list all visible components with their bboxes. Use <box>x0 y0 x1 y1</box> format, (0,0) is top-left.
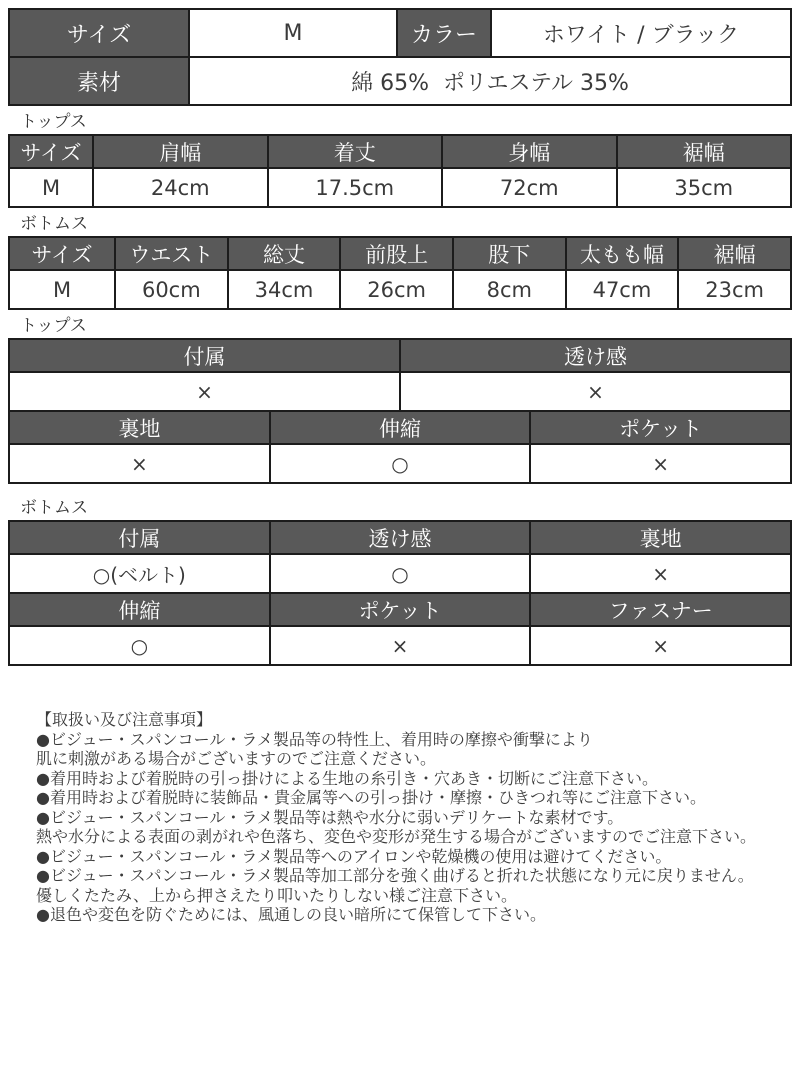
tops-size-value-row <box>9 168 791 207</box>
tops-features-table-row1 <box>8 338 792 412</box>
size-value-cell: M <box>189 9 397 57</box>
header-cell-lining: 裏地 <box>9 411 270 444</box>
header-cell-stretch: 伸縮 <box>270 411 531 444</box>
header-cell-totallength: 総丈 <box>228 237 341 270</box>
color-value-cell: ホワイト / ブラック <box>491 9 791 57</box>
header-cell-size: サイズ <box>9 135 93 168</box>
material-value-cell: 綿 65% ポリエステル 35% <box>189 57 791 105</box>
bottoms-features-value-row2 <box>9 626 791 665</box>
care-line: ●ビジュー・スパンコール・ラメ製品等へのアイロンや乾燥機の使用は避けてください。 <box>36 846 672 866</box>
bottoms-features-header-row1 <box>9 521 791 554</box>
tops-size-header-row <box>9 135 791 168</box>
value-cell: ○ <box>270 444 531 483</box>
value-cell: × <box>530 626 791 665</box>
value-cell: 72cm <box>442 168 617 207</box>
care-line: 熱や水分による表面の剥がれや色落ち、変色や変形が発生する場合がございますのでご注意下さい。 <box>36 827 757 846</box>
care-notes <box>36 710 762 925</box>
bottoms-size-table <box>8 236 792 310</box>
value-cell: 24cm <box>93 168 268 207</box>
tops-size-table <box>8 134 792 208</box>
bottoms-features-value-row1 <box>9 554 791 593</box>
bottoms-size-header-row <box>9 237 791 270</box>
value-cell: × <box>400 372 791 411</box>
header-cell-pocket: ポケット <box>530 411 791 444</box>
value-cell: 23cm <box>678 270 791 309</box>
header-cell-thigh: 太もも幅 <box>566 237 679 270</box>
header-cell-zipper: ファスナー <box>530 593 791 626</box>
bottoms-size-value-row <box>9 270 791 309</box>
value-cell: × <box>530 444 791 483</box>
section-label-bottoms-size: ボトムス <box>20 214 88 234</box>
value-cell: 26cm <box>340 270 453 309</box>
header-cell-pocket: ポケット <box>270 593 531 626</box>
bottoms-features-header-row2 <box>9 593 791 626</box>
header-cell-hemwidth: 裾幅 <box>617 135 792 168</box>
value-cell: M <box>9 270 115 309</box>
bottoms-features-table-row2 <box>8 592 792 666</box>
care-line: ●ビジュー・スパンコール・ラメ製品等の特性上、着用時の摩擦や衝撃により <box>36 729 593 749</box>
value-cell: 35cm <box>617 168 792 207</box>
header-cell-shoulder: 肩幅 <box>93 135 268 168</box>
value-cell: × <box>530 554 791 593</box>
care-line: ●ビジュー・スパンコール・ラメ製品等は熱や水分に弱いデリケートな素材です。 <box>36 807 624 827</box>
header-cell-inseam: 股下 <box>453 237 566 270</box>
value-cell: 47cm <box>566 270 679 309</box>
header-cell-size: サイズ <box>9 237 115 270</box>
material-label-cell: 素材 <box>9 57 189 105</box>
section-label-tops-features: トップス <box>20 316 87 336</box>
care-line: ●ビジュー・スパンコール・ラメ製品等加工部分を強く曲げると折れた状態になり元に戻りません。 <box>36 866 754 885</box>
header-cell-stretch: 伸縮 <box>9 593 270 626</box>
care-line: ●着用時および着脱時の引っ掛けによる生地の糸引き・穴あき・切断にご注意下さい。 <box>36 768 658 788</box>
tops-features-header-row1 <box>9 339 791 372</box>
value-cell: 17.5cm <box>268 168 443 207</box>
header-cell-bodywidth: 身幅 <box>442 135 617 168</box>
header-cell-waist: ウエスト <box>115 237 228 270</box>
section-label-tops-size: トップス <box>20 112 87 132</box>
tops-features-value-row2 <box>9 444 791 483</box>
care-line: 肌に刺激がある場合がございますのでご注意ください。 <box>36 749 437 768</box>
header-cell-lining: 裏地 <box>530 521 791 554</box>
value-cell: 60cm <box>115 270 228 309</box>
value-cell: × <box>9 372 400 411</box>
value-cell: ○ <box>270 554 531 593</box>
size-label-cell: サイズ <box>9 9 189 57</box>
value-cell: × <box>9 444 270 483</box>
spec-row-material <box>9 57 791 105</box>
value-cell: ○ <box>9 626 270 665</box>
header-cell-accessory: 付属 <box>9 521 270 554</box>
spec-row-size-color <box>9 9 791 57</box>
bottoms-features-table-row1 <box>8 520 792 594</box>
care-line: ●着用時および着脱時に装飾品・貴金属等への引っ掛け・摩擦・ひきつれ等にご注意下さい。 <box>36 788 706 807</box>
header-cell-hemwidth: 裾幅 <box>678 237 791 270</box>
spec-table <box>8 8 792 106</box>
value-cell: × <box>270 626 531 665</box>
color-label-cell: カラー <box>397 9 491 57</box>
value-cell: 34cm <box>228 270 341 309</box>
tops-features-header-row2 <box>9 411 791 444</box>
header-cell-accessory: 付属 <box>9 339 400 372</box>
bottom-whitespace <box>8 925 792 1075</box>
tops-features-table-row2 <box>8 410 792 484</box>
header-cell-sheerness: 透け感 <box>400 339 791 372</box>
care-line: ●退色や変色を防ぐためには、風通しの良い暗所にて保管して下さい。 <box>36 905 546 924</box>
header-cell-sheerness: 透け感 <box>270 521 531 554</box>
value-cell: 8cm <box>453 270 566 309</box>
header-cell-frontrise: 前股上 <box>340 237 453 270</box>
section-label-bottoms-features: ボトムス <box>20 498 88 518</box>
care-title: 【取扱い及び注意事項】 <box>36 710 213 729</box>
header-cell-length: 着丈 <box>268 135 443 168</box>
care-line: 優しくたたみ、上から押さえたり叩いたりしない様ご注意下さい。 <box>36 885 517 905</box>
value-cell: M <box>9 168 93 207</box>
tops-features-value-row1 <box>9 372 791 411</box>
value-cell: ○(ベルト) <box>9 554 270 593</box>
